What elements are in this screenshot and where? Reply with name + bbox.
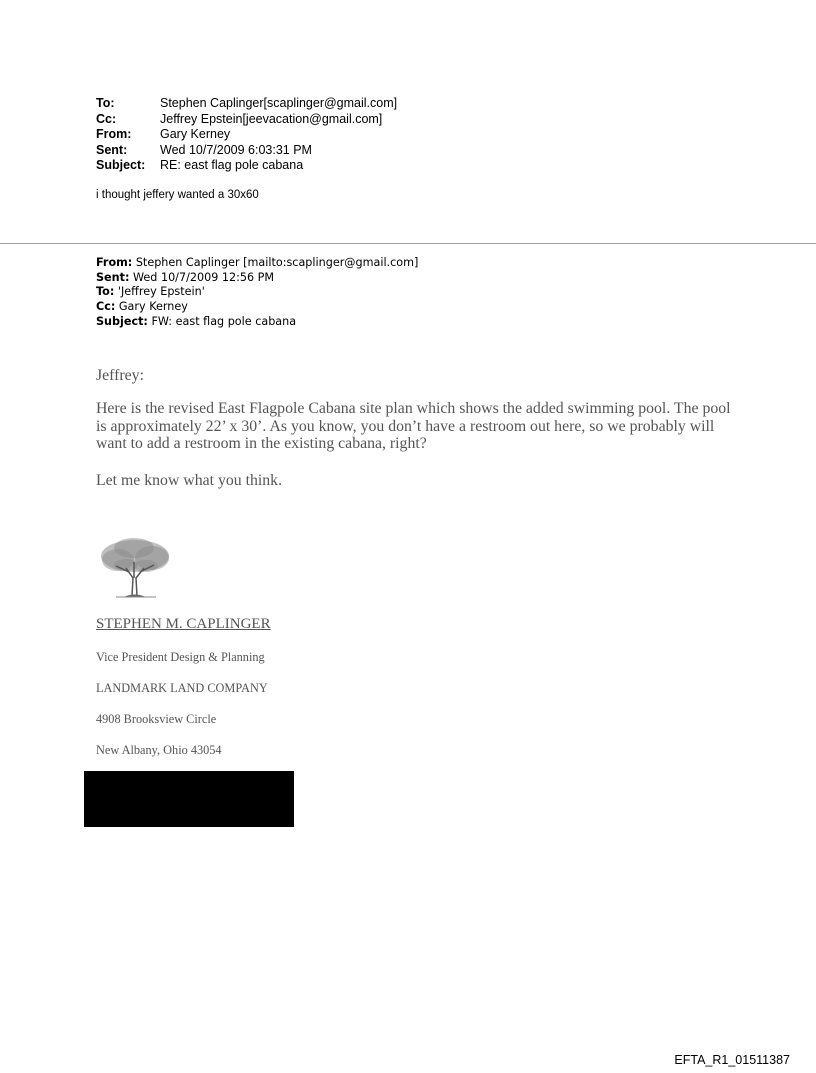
header-value: Stephen Caplinger[scaplinger@gmail.com] xyxy=(160,96,398,110)
forwarded-cc-value: Gary Kerney xyxy=(118,300,188,314)
header-row-to xyxy=(96,96,397,112)
signature-address-line1: 4908 Brooksview Circle xyxy=(96,712,217,726)
signature-name[interactable]: STEPHEN M. CAPLINGER xyxy=(96,616,271,632)
signature-address-line2: New Albany, Ohio 43054 xyxy=(96,743,222,757)
header-key: From: xyxy=(96,127,132,141)
forwarded-to-value: 'Jeffrey Epstein' xyxy=(117,285,205,299)
forwarded-sent-value: Wed 10/7/2009 12:56 PM xyxy=(133,270,275,284)
forwarded-to xyxy=(96,285,418,300)
header-value: Gary Kerney xyxy=(160,127,231,141)
header-key: Sent: xyxy=(96,142,128,157)
divider xyxy=(0,243,816,244)
header-row-cc xyxy=(96,112,397,128)
closing-line: Let me know what you think. xyxy=(96,472,283,489)
body-paragraph: Here is the revised East Flagpole Cabana site plan which shows the added swimming pool. The pool is approximately 22’ x 30’. As you know, you don’t have a restroom out here, so we probably will want to add a restroom in the existing cabana, right? xyxy=(96,400,731,452)
bates-number: EFTA_R1_01511387 xyxy=(674,1053,790,1067)
forwarded-cc xyxy=(96,300,418,315)
redaction-block xyxy=(84,771,294,827)
header-key: Cc: xyxy=(96,111,117,126)
header-value: Jeffrey Epstein[jeevacation@gmail.com] xyxy=(160,111,383,126)
forwarded-subject-value: FW: east flag pole cabana xyxy=(151,314,297,328)
header-value: RE: east flag pole cabana xyxy=(160,158,304,172)
forwarded-from-value: Stephen Caplinger [mailto:scaplinger@gmail.com] xyxy=(135,256,419,269)
forwarded-cc-label: Cc: xyxy=(96,300,116,314)
header-value: Wed 10/7/2009 6:03:31 PM xyxy=(160,142,312,157)
header-row-from xyxy=(96,127,397,143)
forwarded-to-label: To: xyxy=(96,285,115,299)
header-row-subject xyxy=(96,158,397,174)
forwarded-subject xyxy=(96,315,418,330)
forwarded-sent-label: Sent: xyxy=(96,270,130,284)
oak-tree-icon xyxy=(96,534,174,600)
forwarded-sent xyxy=(96,271,418,286)
header-key: Subject: xyxy=(96,158,146,172)
signature-title: Vice President Design & Planning xyxy=(96,650,265,664)
signature-company: LANDMARK LAND COMPANY xyxy=(96,681,268,695)
forwarded-from xyxy=(96,256,418,271)
forwarded-header xyxy=(96,256,418,330)
reply-text: i thought jeffery wanted a 30x60 xyxy=(96,189,259,201)
header-row-sent xyxy=(96,143,397,159)
email-header xyxy=(96,96,397,174)
forwarded-from-label: From: xyxy=(96,256,133,269)
forwarded-subject-label: Subject: xyxy=(96,314,148,328)
header-key: To: xyxy=(96,96,115,110)
salutation: Jeffrey: xyxy=(96,367,144,384)
